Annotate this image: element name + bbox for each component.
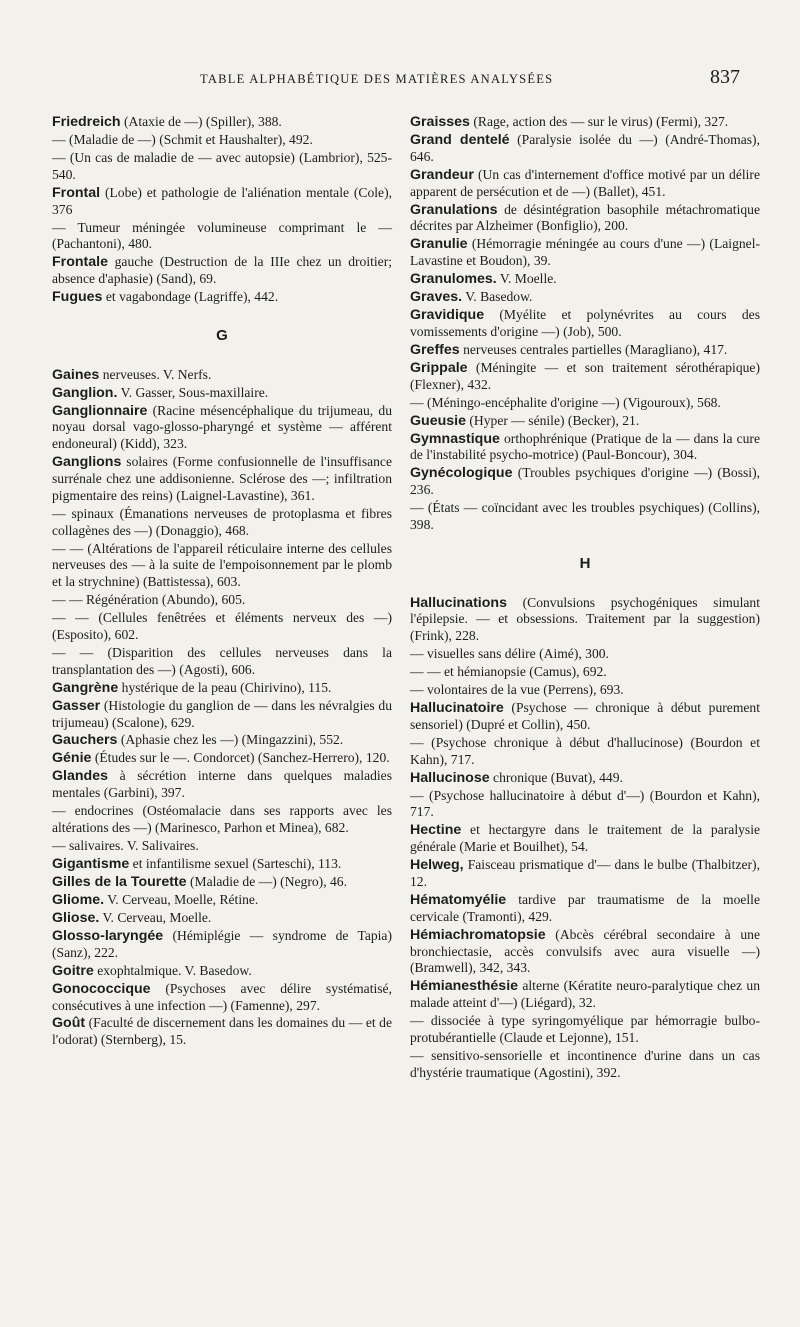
left-column — [52, 114, 392, 1050]
index-entry — [52, 698, 392, 732]
entry-headword: Helweg, — [410, 857, 464, 874]
entry-text: (Hémorragie méningée au cours d'une —) (Laignel-Lavastine et Boudon), 39. — [410, 236, 761, 269]
index-entry — [410, 978, 760, 1012]
entry-headword: Granulations — [410, 201, 498, 218]
right-column — [410, 114, 760, 1083]
entry-headword: Glosso-laryngée — [52, 927, 164, 944]
index-entry — [410, 595, 760, 645]
entry-text: — (Méningo-encéphalite d'origine —) (Vigouroux), 568. — [410, 394, 721, 410]
index-entry — [410, 413, 760, 430]
entry-headword: Grandeur — [410, 166, 474, 183]
entry-text: (Maladie de —) (Negro), 46. — [189, 873, 347, 889]
entry-headword: Ganglionnaire — [52, 402, 148, 419]
entry-text: à sécrétion interne dans quelques maladies mentales (Garbini), 397. — [52, 768, 392, 801]
index-entry — [410, 646, 760, 663]
entry-headword: Graisses — [410, 114, 470, 130]
entry-text: (Myélite et polynévrites au cours des vomissements d'origine —) (Job), 500. — [410, 307, 760, 339]
entry-headword: Graves. — [410, 289, 463, 306]
index-entry — [410, 271, 760, 288]
entry-text: V. Gasser, Sous-maxillaire. — [120, 384, 269, 400]
index-entry — [410, 465, 760, 499]
index-entry — [410, 342, 760, 359]
index-entry — [52, 680, 392, 697]
entry-text: hystérique de la peau (Chirivino), 115. — [121, 679, 332, 695]
index-entry — [52, 928, 392, 962]
entry-headword: Gueusie — [410, 412, 466, 429]
entry-headword: Gynécologique — [410, 465, 513, 482]
section-letter: H — [579, 554, 591, 572]
index-entry — [410, 822, 760, 856]
entry-headword: Gangrène — [52, 679, 119, 696]
entry-text: — endocrines (Ostéomalacie dans ses rapports avec les altérations des —) (Marinesco, Parhon et Minea), 682. — [52, 803, 392, 836]
index-entry — [52, 874, 392, 891]
entry-text: chronique (Buvat), 449. — [493, 769, 623, 785]
entry-text: (Hyper — sénile) (Becker), 21. — [469, 412, 640, 428]
entry-text: — — Régénération (Abundo), 605. — [52, 592, 246, 608]
entry-headword: Ganglion. — [52, 384, 118, 401]
entry-text: — (Maladie de —) (Schmit et Haushalter), 492. — [52, 131, 313, 147]
entry-text: (Rage, action des — sur le virus) (Fermi), 327. — [473, 114, 729, 129]
entry-text: (Psychose — chronique à début purement sensoriel) (Dupré et Collin), 450. — [410, 700, 760, 732]
entry-headword: Hectine — [410, 822, 462, 839]
entry-text: V. Basedow. — [465, 289, 533, 305]
entry-headword: Frontal — [52, 184, 101, 201]
index-entry — [52, 541, 392, 591]
index-entry — [52, 645, 392, 679]
entry-text: et vagabondage (Lagriffe), 442. — [105, 289, 279, 305]
entry-text: solaires (Forme confusionnelle de l'insuffisance surrénale chez une addisonienne. Sclérose des —; infiltration pigmentaire des reins) (Laignel-Lavastine), 361. — [52, 454, 393, 503]
index-entry — [52, 910, 392, 927]
entry-headword: Hémianesthésie — [410, 978, 519, 995]
entry-headword: Ganglions — [52, 454, 122, 471]
entry-headword: Gasser — [52, 697, 101, 714]
entry-headword: Gliose. — [52, 909, 100, 926]
entry-headword: Frontale — [52, 254, 108, 271]
entry-headword: Hématomyélie — [410, 891, 507, 908]
index-entry — [410, 202, 760, 236]
entry-headword: Gymnastique — [410, 430, 500, 447]
entry-text: exophtalmique. V. Basedow. — [97, 962, 252, 978]
entry-headword: Granulomes. — [410, 271, 497, 288]
entry-headword: Friedreich — [52, 114, 121, 130]
entry-text: (Hémiplégie — syndrome de Tapia) (Sanz), 222. — [52, 927, 392, 960]
entry-text: nerveuses centrales partielles (Maragliano), 417. — [463, 341, 728, 357]
index-entry — [52, 732, 392, 749]
index-entry — [410, 307, 760, 341]
entry-text: — (États — coïncidant avec les troubles psychiques) (Collins), 398. — [410, 500, 760, 532]
entry-text: (Paralysie isolée du —) (André-Thomas), 646. — [410, 131, 760, 164]
entry-headword: Goitre — [52, 962, 94, 979]
index-entry — [52, 506, 392, 540]
index-entry — [52, 981, 392, 1015]
entry-headword: Hallucinose — [410, 769, 490, 786]
entry-text: — (Un cas de maladie de — avec autopsie) (Lambrior), 525-540. — [52, 149, 392, 182]
entry-text: (Racine mésencéphalique du trijumeau, du noyau dorsal vago-glosso-pharyngé et système — afférent endoneural) (Kidd), 323. — [52, 402, 392, 452]
entry-text: (Faculté de discernement dans les domaines du — et de l'odorat) (Sternberg), 15. — [52, 1015, 392, 1048]
entry-text: gauche (Destruction de la IIIe chez un droitier; absence d'aphasie) (Sand), 69. — [52, 254, 392, 287]
entry-text: (Troubles psychiques d'origine —) (Bossi), 236. — [410, 465, 761, 498]
entry-text: — spinaux (Émanations nerveuses de protoplasma et fibres collagènes des —) (Donaggio), 468. — [52, 505, 392, 538]
entry-text: — (Psychose hallucinatoire à début d'—) (Bourdon et Kahn), 717. — [410, 787, 760, 820]
index-entry — [410, 682, 760, 699]
index-entry — [52, 856, 392, 873]
entry-text: Faisceau prismatique d'— dans le bulbe (Thalbitzer), 12. — [410, 857, 760, 889]
index-entry — [52, 803, 392, 837]
index-entry — [410, 431, 760, 465]
entry-text: V. Cerveau, Moelle, Rétine. — [107, 891, 259, 907]
entry-headword: Gliome. — [52, 891, 105, 908]
entry-text: et infantilisme sexuel (Sarteschi), 113. — [132, 856, 342, 871]
entry-headword: Gauchers — [52, 732, 118, 749]
index-entry — [410, 360, 760, 394]
entry-text: (Méningite — et son traitement sérothérapique) (Flexner), 432. — [410, 359, 760, 392]
entry-text: V. Moelle. — [499, 271, 557, 287]
entry-headword: Glandes — [52, 768, 108, 785]
index-entry — [410, 1013, 760, 1047]
entry-text: — visuelles sans délire (Aimé), 300. — [410, 646, 609, 662]
index-entry — [410, 927, 760, 977]
entry-headword: Gigantisme — [52, 856, 130, 872]
entry-text: — — (Cellules fenêtrées et éléments nerveux des —) (Esposito), 602. — [52, 610, 392, 642]
index-entry — [52, 592, 392, 609]
entry-headword: Génie — [52, 750, 92, 767]
index-entry — [410, 700, 760, 734]
entry-text: et hectargyre dans le traitement de la paralysie générale (Marie et Bouilhet), 54. — [410, 822, 761, 855]
index-entry — [410, 236, 760, 270]
index-entry — [52, 750, 392, 767]
index-entry — [52, 838, 392, 855]
index-entry — [410, 1048, 760, 1082]
index-entry — [410, 770, 760, 787]
entry-text: — Tumeur méningée volumineuse comprimant le — (Pachantoni), 480. — [52, 219, 392, 252]
index-entry — [52, 385, 392, 402]
entry-text: (Convulsions psychogéniques simulant l'épilepsie. — et obsessions. Traitement par la suggestion) (Frink), 228. — [410, 594, 760, 644]
entry-headword: Greffes — [410, 341, 460, 358]
entry-headword: Fugues — [52, 289, 103, 306]
entry-text: — sensitivo-sensorielle et incontinence d'urine dans un cas d'hystérie traumatique (Agostini), 392. — [410, 1047, 760, 1080]
index-entry — [410, 114, 760, 131]
index-entry — [52, 114, 392, 131]
index-entry — [52, 289, 392, 306]
index-entry — [410, 664, 760, 681]
index-entry — [52, 963, 392, 980]
index-entry — [410, 500, 760, 534]
entry-headword: Gaines — [52, 366, 100, 383]
index-entry — [52, 367, 392, 384]
entry-text: (Abcès cérébral secondaire à une bronchiectasie, accès convulsifs avec aura visuelle —) (Bramwell), 342, 343. — [410, 926, 760, 976]
entry-text: — — (Disparition des cellules nerveuses dans la transplantation des —) (Agosti), 606. — [52, 644, 392, 677]
entry-text: tardive par traumatisme de la moelle cervicale (Tramonti), 429. — [410, 891, 760, 924]
index-entry — [52, 454, 392, 504]
entry-text: — (Psychose chronique à début d'hallucinose) (Bourdon et Kahn), 717. — [410, 734, 760, 767]
entry-text: — — (Altérations de l'appareil réticulaire interne des cellules nerveuses des — à la suite de l'empoisonnement par le plomb et la strychnine) (Battistessa), 603. — [52, 540, 392, 590]
entry-headword: Grippale — [410, 359, 468, 376]
entry-text: — salivaires. V. Salivaires. — [52, 838, 199, 854]
index-entry — [410, 735, 760, 769]
entry-headword: Goût — [52, 1015, 86, 1032]
entry-headword: Hémiachromatopsie — [410, 926, 546, 943]
entry-text: (Aphasie chez les —) (Mingazzini), 552. — [120, 732, 344, 748]
index-entry — [52, 610, 392, 644]
index-entry — [52, 185, 392, 219]
page-number: 837 — [710, 66, 740, 88]
index-entry — [52, 132, 392, 149]
entry-text: (Études sur le —. Condorcet) (Sanchez-Herrero), 120. — [94, 750, 390, 766]
entry-text: — dissociée à type syringomyélique par hémorragie bulbo-protubérantielle (Claude et Lejonne), 151. — [410, 1013, 760, 1045]
entry-headword: Hallucinations — [410, 594, 507, 611]
running-title: TABLE ALPHABÉTIQUE DES MATIÈRES ANALYSÉES — [200, 72, 554, 86]
entry-text: — — et hémianopsie (Camus), 692. — [410, 664, 607, 680]
entry-text: (Histologie du ganglion de — dans les névralgies du trijumeau) (Scalone), 629. — [52, 697, 392, 730]
index-entry — [52, 892, 392, 909]
entry-text: de désintégration basophile métachromatique décrites par Alzheimer (Bonfiglio), 200. — [410, 201, 760, 234]
entry-text: (Un cas d'internement d'office motivé par un délire apparent de persécution et de —) (Ballet), 451. — [410, 166, 760, 199]
entry-headword: Gonococcique — [52, 980, 151, 997]
index-entry — [52, 254, 392, 288]
index-entry — [410, 892, 760, 926]
entry-text: nerveuses. V. Nerfs. — [102, 366, 212, 382]
entry-headword: Grand dentelé — [410, 131, 510, 148]
entry-headword: Hallucinatoire — [410, 700, 504, 717]
entry-text: V. Cerveau, Moelle. — [102, 909, 212, 925]
section-letter: G — [216, 326, 228, 344]
index-entry — [52, 150, 392, 184]
entry-text: (Ataxie de —) (Spiller), 388. — [124, 114, 282, 129]
index-entry — [410, 132, 760, 166]
index-entry — [410, 395, 760, 412]
entry-text: alterne (Kératite neuro-paralytique chez un malade atteint d'—) (Liégard), 32. — [410, 978, 760, 1011]
entry-headword: Gilles de la Tourette — [52, 873, 187, 890]
entry-headword: Gravidique — [410, 307, 485, 324]
index-entry — [52, 1015, 392, 1049]
index-entry — [410, 788, 760, 822]
index-entry — [52, 220, 392, 254]
entry-text: (Psychoses avec délire systématisé, consécutives à une infection —) (Famenne), 297. — [52, 980, 392, 1013]
entry-text: (Lobe) et pathologie de l'aliénation mentale (Cole), 376 — [52, 184, 393, 217]
entry-text: — volontaires de la vue (Perrens), 693. — [410, 682, 624, 698]
index-entry — [410, 167, 760, 201]
index-entry — [52, 403, 392, 453]
page-header — [200, 66, 740, 88]
index-entry — [52, 768, 392, 802]
entry-text: orthophrénique (Pratique de la — dans la cure de l'instabilité psycho-motrice) (Paul-Boncour), 304. — [410, 430, 760, 463]
entry-headword: Granulie — [410, 236, 468, 253]
index-entry — [410, 289, 760, 306]
index-entry — [410, 857, 760, 891]
